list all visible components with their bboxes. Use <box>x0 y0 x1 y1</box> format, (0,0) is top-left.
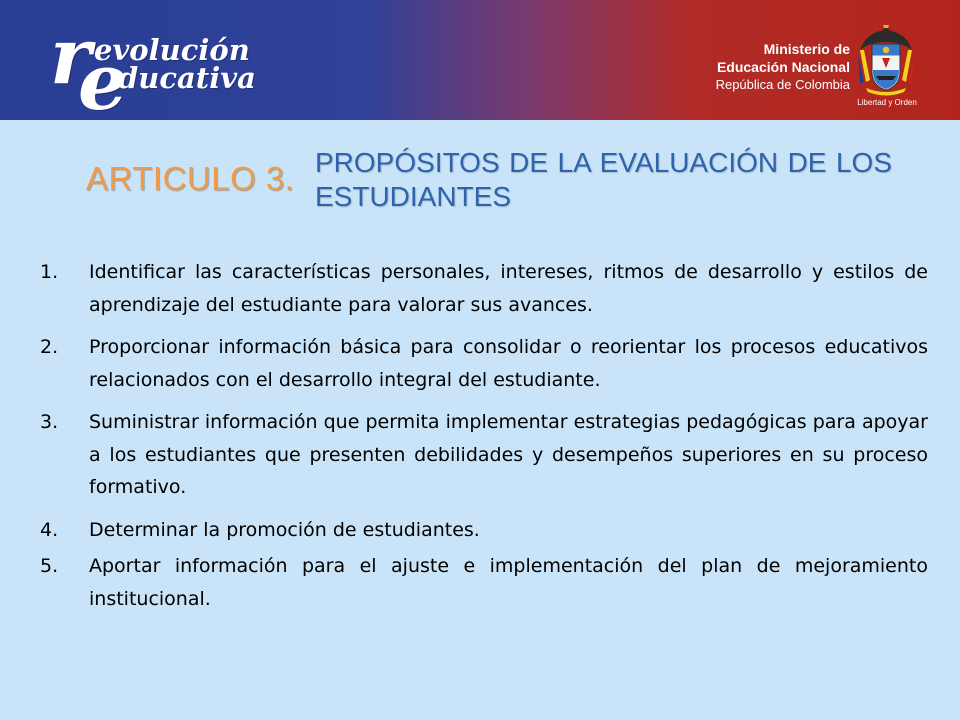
list-item-number: 5. <box>40 555 59 577</box>
purposes-list <box>40 256 928 625</box>
list-item <box>40 406 928 504</box>
list-item <box>40 550 928 615</box>
colombia-coat-of-arms-icon <box>856 24 916 96</box>
list-item-number: 2. <box>40 336 59 358</box>
article-number: ARTICULO 3. <box>86 160 295 197</box>
list-item-text: Determinar la promoción de estudiantes. <box>89 518 480 541</box>
motto: Libertad y Orden <box>857 98 917 107</box>
revolucion-educativa-logo <box>48 11 288 128</box>
header-banner <box>0 0 960 128</box>
list-item <box>40 256 928 321</box>
ministry-line-3: República de Colombia <box>715 77 850 92</box>
logo-letter-r: r <box>50 11 92 102</box>
list-item-number: 1. <box>40 261 59 283</box>
ministry-name <box>716 40 850 93</box>
list-item-text: Proporcionar información básica para consolidar o reorientar los procesos educativos relacionados con el desarrollo integral del estudiante. <box>89 336 928 391</box>
list-item <box>40 514 928 547</box>
list-item-number: 3. <box>40 411 59 433</box>
ministry-line-1: Ministerio de <box>763 41 850 57</box>
list-item-number: 4. <box>40 518 59 541</box>
list-item-text: Suministrar información que permita implementar estrategias pedagógicas para apoyar a los estudiantes que presenten debilidades y desempeños superiores en su proceso formativo. <box>89 411 928 498</box>
logo-word-educativa: ducativa <box>118 61 256 95</box>
list-item-text: Identificar las características personales, intereses, ritmos de desarrollo y estilos de aprendizaje del estudiante para valorar sus avances. <box>89 261 928 316</box>
ministry-line-2: Educación Nacional <box>716 59 850 75</box>
list-item <box>40 331 928 396</box>
article-heading: PROPÓSITOS DE LA EVALUACIÓN DE LOS ESTUDIANTES <box>315 147 892 212</box>
logo-letter-e: e <box>78 37 128 128</box>
logo-word-revolucion: evolución <box>94 33 250 67</box>
list-item-text: Aportar información para el ajuste e implementación del plan de mejoramiento institucional. <box>89 555 928 610</box>
